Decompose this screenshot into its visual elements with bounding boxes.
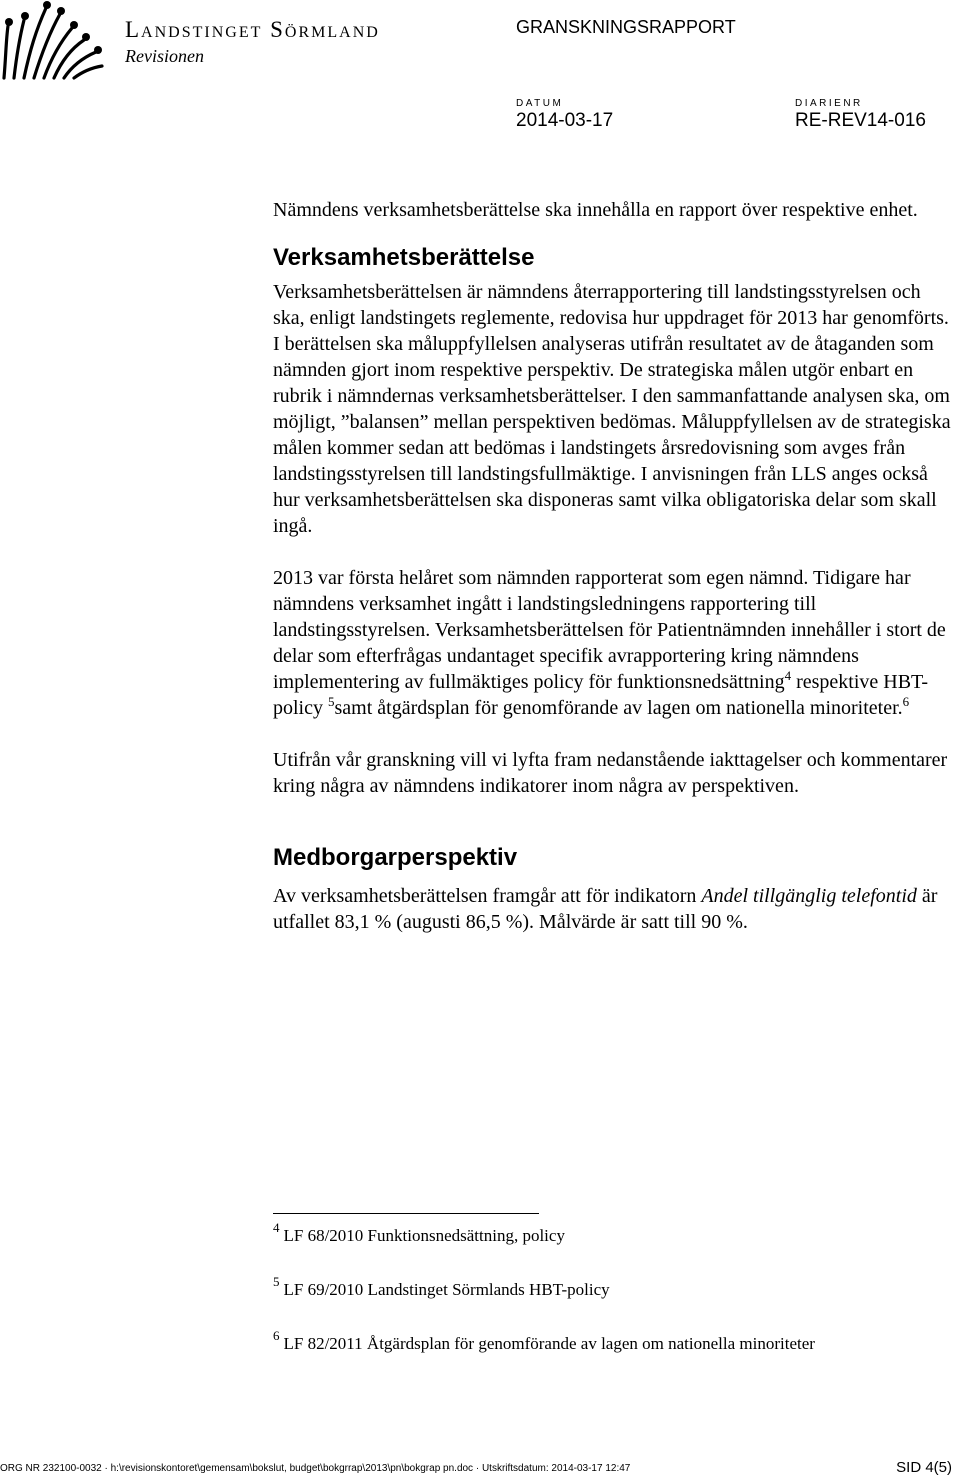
organization-name: Landstinget Sörmland <box>125 17 380 42</box>
report-type: GRANSKNINGSRAPPORT <box>516 17 736 37</box>
footnote-text: LF 82/2011 Åtgärdsplan för genomförande av lagen om nationella minoriteter <box>283 1334 815 1353</box>
paragraph-4-text-a: Av verksamhetsberättelsen framgår att för indikatorn <box>273 885 702 907</box>
intro-paragraph: Nämndens verksamhetsberättelse ska innehålla en rapport över respektive enhet. <box>273 199 918 221</box>
heading-medborgarperspektiv: Medborgarperspektiv <box>273 844 518 871</box>
paragraph-3: Utifrån vår granskning vill vi lyfta fram nedanstående iakttagelser och kommentarer kring några av nämndens indikatorer inom några av perspektiven. <box>273 749 948 797</box>
paragraph-2 <box>273 565 957 721</box>
paragraph-1: Verksamhetsberättelsen är nämndens återrapportering till landstingsstyrelsen och ska, enligt landstingets reglemente, redovisa hur uppdraget för 2013 har genomförts. I berättelsen ska måluppfyllelsen analyseras utifrån resultatet av de åtaganden som nämnden gjort inom respektive perspektiv. De strategiska målen utgör enbart en rubrik i nämndernas verksamhetsberättelser. I den sammanfattande analysen ska, om möjligt, ”balansen” mellan perspektiven bedömas. Måluppfyllelsen av de strategiska målen kommer sedan att bedömas i landstingets årsredovisning som avges från landstingsstyrelsen till landstingsfullmäktige. I anvisningen från LLS anges också hur verksamhetsberättelsen ska disponeras samt vilka obligatoriska delar som skall ingå. <box>273 281 951 537</box>
footnote-number: 4 <box>273 1220 280 1235</box>
footnote-text: LF 68/2010 Funktionsnedsättning, policy <box>283 1226 565 1245</box>
indicator-name: Andel tillgänglig telefontid <box>701 885 917 907</box>
paragraph-2-text-a: 2013 var första helåret som nämnden rapporterat som egen nämnd. Tidigare har nämndens verksamhet ingått i landstingsledningens rapportering till landstingsstyrelsen. Verksamhetsberättelsen för Patientnämnden innehåller i stort de delar som efterfrågas undantaget specifik avrapportering kring nämndens implementering av fullmäktiges policy för funktionsnedsättning <box>273 567 946 693</box>
footer-info: ORG NR 232100-0032 · h:\revisionskontoret\gemensam\bokslut, budget\bokgrrap\2013\pn\bokgrap pn.doc · Utskriftsdatum: 2014-03-17 12:47 <box>0 1463 631 1474</box>
heading-verksamhetsberattelse: Verksamhetsberättelse <box>273 244 535 271</box>
footnote-number: 6 <box>273 1328 280 1343</box>
dnr-label: DIARIENR <box>795 98 863 109</box>
footnote-6 <box>273 1328 815 1354</box>
footnote-5 <box>273 1274 610 1300</box>
page-number: SID 4(5) <box>896 1459 952 1476</box>
paragraph-2-text-c: samt åtgärdsplan för genomförande av lagen om nationella minoriteter. <box>334 697 903 719</box>
footnote-ref-4: 4 <box>784 668 792 683</box>
footnote-ref-6: 6 <box>902 694 910 709</box>
footnote-separator <box>273 1213 539 1214</box>
date-label: DATUM <box>516 98 564 109</box>
dnr-value: RE-REV14-016 <box>795 110 926 131</box>
footnote-4 <box>273 1220 565 1246</box>
footnote-text: LF 69/2010 Landstinget Sörmlands HBT-policy <box>283 1280 610 1299</box>
paragraph-4-text-b: är utfallet 83,1 % (augusti 86,5 %). Målvärde är satt till 90 %. <box>273 885 938 933</box>
organization-subtitle: Revisionen <box>125 46 204 66</box>
paragraph-2-text-b: respektive HBT-policy <box>273 671 929 719</box>
landstinget-logo-icon <box>0 0 105 82</box>
footnote-ref-5: 5 <box>328 694 335 709</box>
paragraph-4 <box>273 883 957 935</box>
footnote-number: 5 <box>273 1274 280 1289</box>
document-body <box>273 197 957 935</box>
date-value: 2014-03-17 <box>516 110 614 131</box>
